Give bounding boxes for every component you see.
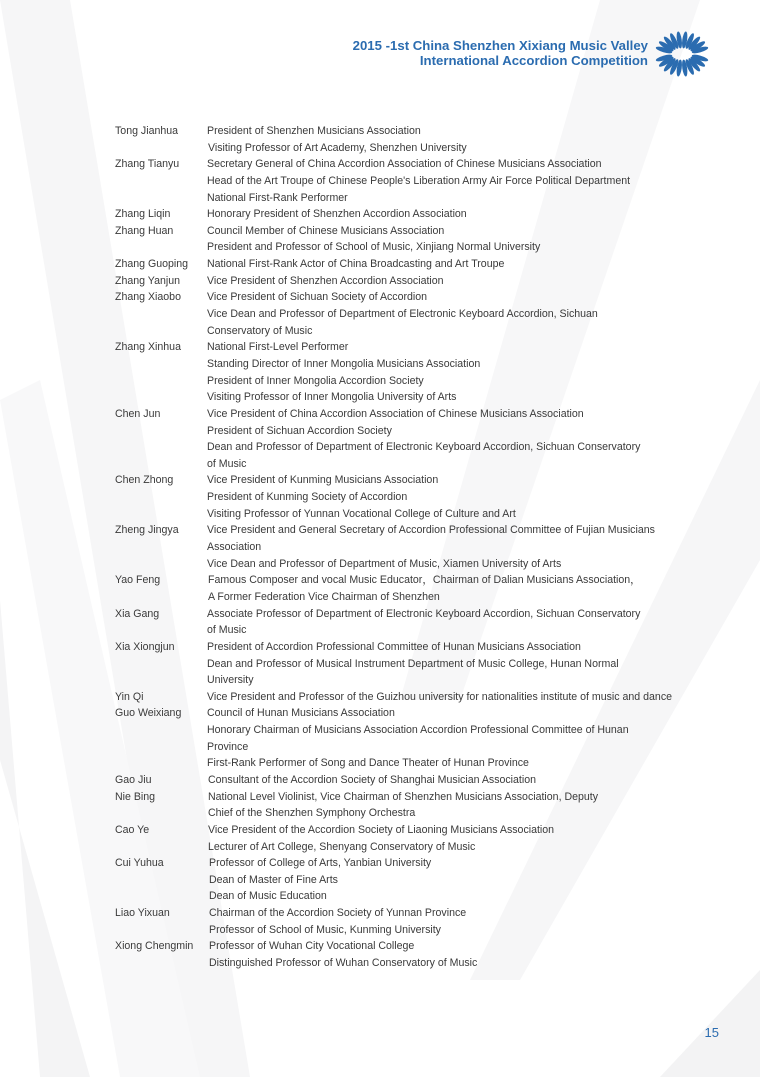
member-entry <box>0 123 760 156</box>
header-title-line2: International Accordion Competition <box>419 53 648 68</box>
entry-line <box>0 922 760 939</box>
member-title: Consultant of the Accordion Society of Shanghai Musician Association <box>208 773 537 786</box>
entry-line <box>0 672 760 689</box>
member-title: Council Member of Chinese Musicians Association <box>207 224 445 237</box>
entry-line <box>0 755 760 772</box>
member-title: A Former Federation Vice Chairman of Shenzhen <box>208 590 440 603</box>
member-title: Vice President and General Secretary of Accordion Professional Committee of Fujian Musicians <box>207 524 655 537</box>
member-entry <box>0 406 760 473</box>
entry-line <box>0 789 760 806</box>
member-title: Province <box>207 740 249 753</box>
entry-line <box>0 306 760 323</box>
member-title: Professor of Wuhan City Vocational College <box>209 940 415 953</box>
member-title: Dean and Professor of Musical Instrument Department of Music College, Hunan Normal <box>207 657 619 670</box>
entry-line <box>0 356 760 373</box>
member-name: Zhang Xinhua <box>115 341 181 354</box>
member-title: Chairman of the Accordion Society of Yunnan Province <box>209 907 467 920</box>
entry-line <box>0 439 760 456</box>
member-name: Chen Jun <box>115 407 161 420</box>
member-title: Secretary General of China Accordion Association of Chinese Musicians Association <box>207 158 602 171</box>
member-name: Xia Gang <box>115 607 160 620</box>
member-title: Head of the Art Troupe of Chinese People's Liberation Army Air Force Political Department <box>207 174 631 187</box>
member-entry <box>0 156 760 206</box>
page-number: 15 <box>704 1025 719 1040</box>
member-title: National First-Rank Performer <box>207 191 348 204</box>
entry-line <box>0 389 760 406</box>
entry-line <box>0 289 760 306</box>
entry-line <box>0 822 760 839</box>
member-entry <box>0 822 760 855</box>
member-title: National First-Rank Actor of China Broadcasting and Art Troupe <box>207 258 505 271</box>
member-name: Cui Yuhua <box>115 857 164 870</box>
page-header <box>353 38 648 68</box>
flower-logo-icon <box>645 28 719 80</box>
member-title: Vice President of the Accordion Society of Liaoning Musicians Association <box>208 823 555 836</box>
member-title: First-Rank Performer of Song and Dance Theater of Hunan Province <box>207 757 529 770</box>
entry-line <box>0 905 760 922</box>
member-entry <box>0 705 760 772</box>
entry-line <box>0 206 760 223</box>
entry-line <box>0 123 760 140</box>
member-entry <box>0 855 760 905</box>
entry-line <box>0 173 760 190</box>
member-entry <box>0 772 760 789</box>
entry-line <box>0 805 760 822</box>
entry-line <box>0 589 760 606</box>
member-entry <box>0 289 760 339</box>
member-entry <box>0 606 760 639</box>
member-title: Vice Dean and Professor of Department of Electronic Keyboard Accordion, Sichuan <box>207 308 598 321</box>
member-title: President of Shenzhen Musicians Association <box>207 125 421 137</box>
member-entry <box>0 472 760 522</box>
member-name: Zheng Jingya <box>115 524 179 537</box>
member-entry <box>0 206 760 223</box>
member-title: President of Accordion Professional Committee of Hunan Musicians Association <box>207 640 581 653</box>
member-title: President and Professor of School of Music, Xinjiang Normal University <box>207 241 541 254</box>
member-entry <box>0 639 760 689</box>
entry-line <box>0 572 760 589</box>
entry-line <box>0 223 760 240</box>
member-name: Cao Ye <box>115 823 150 836</box>
member-entry <box>0 256 760 273</box>
entry-line <box>0 423 760 440</box>
entry-line <box>0 639 760 656</box>
entry-line <box>0 689 760 706</box>
member-title: President of Sichuan Accordion Society <box>207 424 392 437</box>
member-title: Chief of the Shenzhen Symphony Orchestra <box>208 807 416 820</box>
entry-line <box>0 556 760 573</box>
member-name: Gao Jiu <box>115 773 152 786</box>
member-title: Standing Director of Inner Mongolia Musicians Association <box>207 357 481 370</box>
member-title: University <box>207 674 254 687</box>
member-name: Xiong Chengmin <box>115 940 194 953</box>
member-entry <box>0 938 760 971</box>
entry-line <box>0 938 760 955</box>
member-name: Zhang Xiaobo <box>115 291 181 304</box>
member-title: Association <box>207 541 262 554</box>
entry-line <box>0 156 760 173</box>
entry-line <box>0 373 760 390</box>
entry-line <box>0 140 760 157</box>
member-entry <box>0 905 760 938</box>
member-name: Yao Feng <box>115 574 161 587</box>
member-title: Vice President of Kunming Musicians Association <box>207 474 439 487</box>
member-title: Lecturer of Art College, Shenyang Conservatory of Music <box>208 840 476 853</box>
member-title: Vice President and Professor of the Guizhou university for nationalities institute of music and dance <box>207 690 673 703</box>
member-title: Dean of Music Education <box>209 890 327 903</box>
member-name: Xia Xiongjun <box>115 640 175 653</box>
member-title: Dean and Professor of Department of Electronic Keyboard Accordion, Sichuan Conservatory <box>207 441 641 454</box>
entry-line <box>0 522 760 539</box>
member-title: Vice President of China Accordion Association of Chinese Musicians Association <box>207 407 584 420</box>
member-title: Visiting Professor of Inner Mongolia University of Arts <box>207 391 457 404</box>
entry-line <box>0 772 760 789</box>
header-title-line1: 2015 -1st China Shenzhen Xixiang Music Valley <box>352 38 648 53</box>
member-title: Distinguished Professor of Wuhan Conservatory of Music <box>209 957 478 970</box>
entry-line <box>0 489 760 506</box>
member-title: President of Inner Mongolia Accordion Society <box>207 374 424 387</box>
member-title: Honorary Chairman of Musicians Association Accordion Professional Committee of Hunan <box>207 724 629 737</box>
entry-line <box>0 239 760 256</box>
member-entry <box>0 789 760 822</box>
member-title: Honorary President of Shenzhen Accordion Association <box>207 208 467 221</box>
entry-line <box>0 472 760 489</box>
entry-line <box>0 656 760 673</box>
member-title: Visiting Professor of Yunnan Vocational College of Culture and Art <box>207 507 516 520</box>
member-entry <box>0 273 760 290</box>
member-title: National First-Level Performer <box>207 341 349 354</box>
member-name: Chen Zhong <box>115 474 174 487</box>
entry-line <box>0 190 760 207</box>
entry-line <box>0 606 760 623</box>
entry-line <box>0 456 760 473</box>
entry-line <box>0 955 760 972</box>
member-entry <box>0 223 760 256</box>
member-name: Zhang Huan <box>115 224 174 237</box>
entry-line <box>0 722 760 739</box>
entry-line <box>0 855 760 872</box>
member-name: Nie Bing <box>115 790 156 803</box>
member-title: Vice President of Sichuan Society of Accordion <box>207 291 428 304</box>
member-title: Associate Professor of Department of Electronic Keyboard Accordion, Sichuan Conservatory <box>207 607 641 620</box>
member-name: Zhang Tianyu <box>115 158 180 171</box>
member-list <box>0 123 760 972</box>
member-title: Conservatory of Music <box>207 324 313 337</box>
member-title: Visiting Professor of Art Academy, Shenzhen University <box>208 141 467 154</box>
entry-line <box>0 256 760 273</box>
member-name: Zhang Guoping <box>115 258 189 271</box>
member-title: Famous Composer and vocal Music Educator，Chairman of Dalian Musicians Association， <box>208 574 641 587</box>
entry-line <box>0 406 760 423</box>
member-entry <box>0 339 760 406</box>
member-name: Tong Jianhua <box>115 125 179 137</box>
member-name: Zhang Liqin <box>115 208 171 221</box>
member-title: Professor of School of Music, Kunming University <box>209 923 441 936</box>
member-title: of Music <box>207 624 247 637</box>
entry-line <box>0 872 760 889</box>
member-title: Professor of College of Arts, Yanbian University <box>209 857 432 870</box>
member-entry <box>0 572 760 605</box>
entry-line <box>0 323 760 340</box>
member-title: Dean of Master of Fine Arts <box>209 873 338 886</box>
member-title: Council of Hunan Musicians Association <box>207 707 395 720</box>
member-entry <box>0 522 760 572</box>
entry-line <box>0 739 760 756</box>
entry-line <box>0 705 760 722</box>
entry-line <box>0 888 760 905</box>
entry-line <box>0 273 760 290</box>
member-title: Vice Dean and Professor of Department of Music, Xiamen University of Arts <box>207 557 562 570</box>
member-title: President of Kunming Society of Accordion <box>207 491 408 504</box>
member-name: Zhang Yanjun <box>115 274 180 287</box>
member-title: Vice President of Shenzhen Accordion Association <box>207 274 444 287</box>
entry-line <box>0 339 760 356</box>
member-title: of Music <box>207 457 247 470</box>
member-name: Guo Weixiang <box>115 707 182 720</box>
member-name: Yin Qi <box>115 690 144 703</box>
entry-line <box>0 539 760 556</box>
member-entry <box>0 689 760 706</box>
entry-line <box>0 506 760 523</box>
entry-line <box>0 839 760 856</box>
entry-line <box>0 622 760 639</box>
member-title: National Level Violinist, Vice Chairman of Shenzhen Musicians Association, Deputy <box>208 790 599 803</box>
member-name: Liao Yixuan <box>115 907 170 920</box>
